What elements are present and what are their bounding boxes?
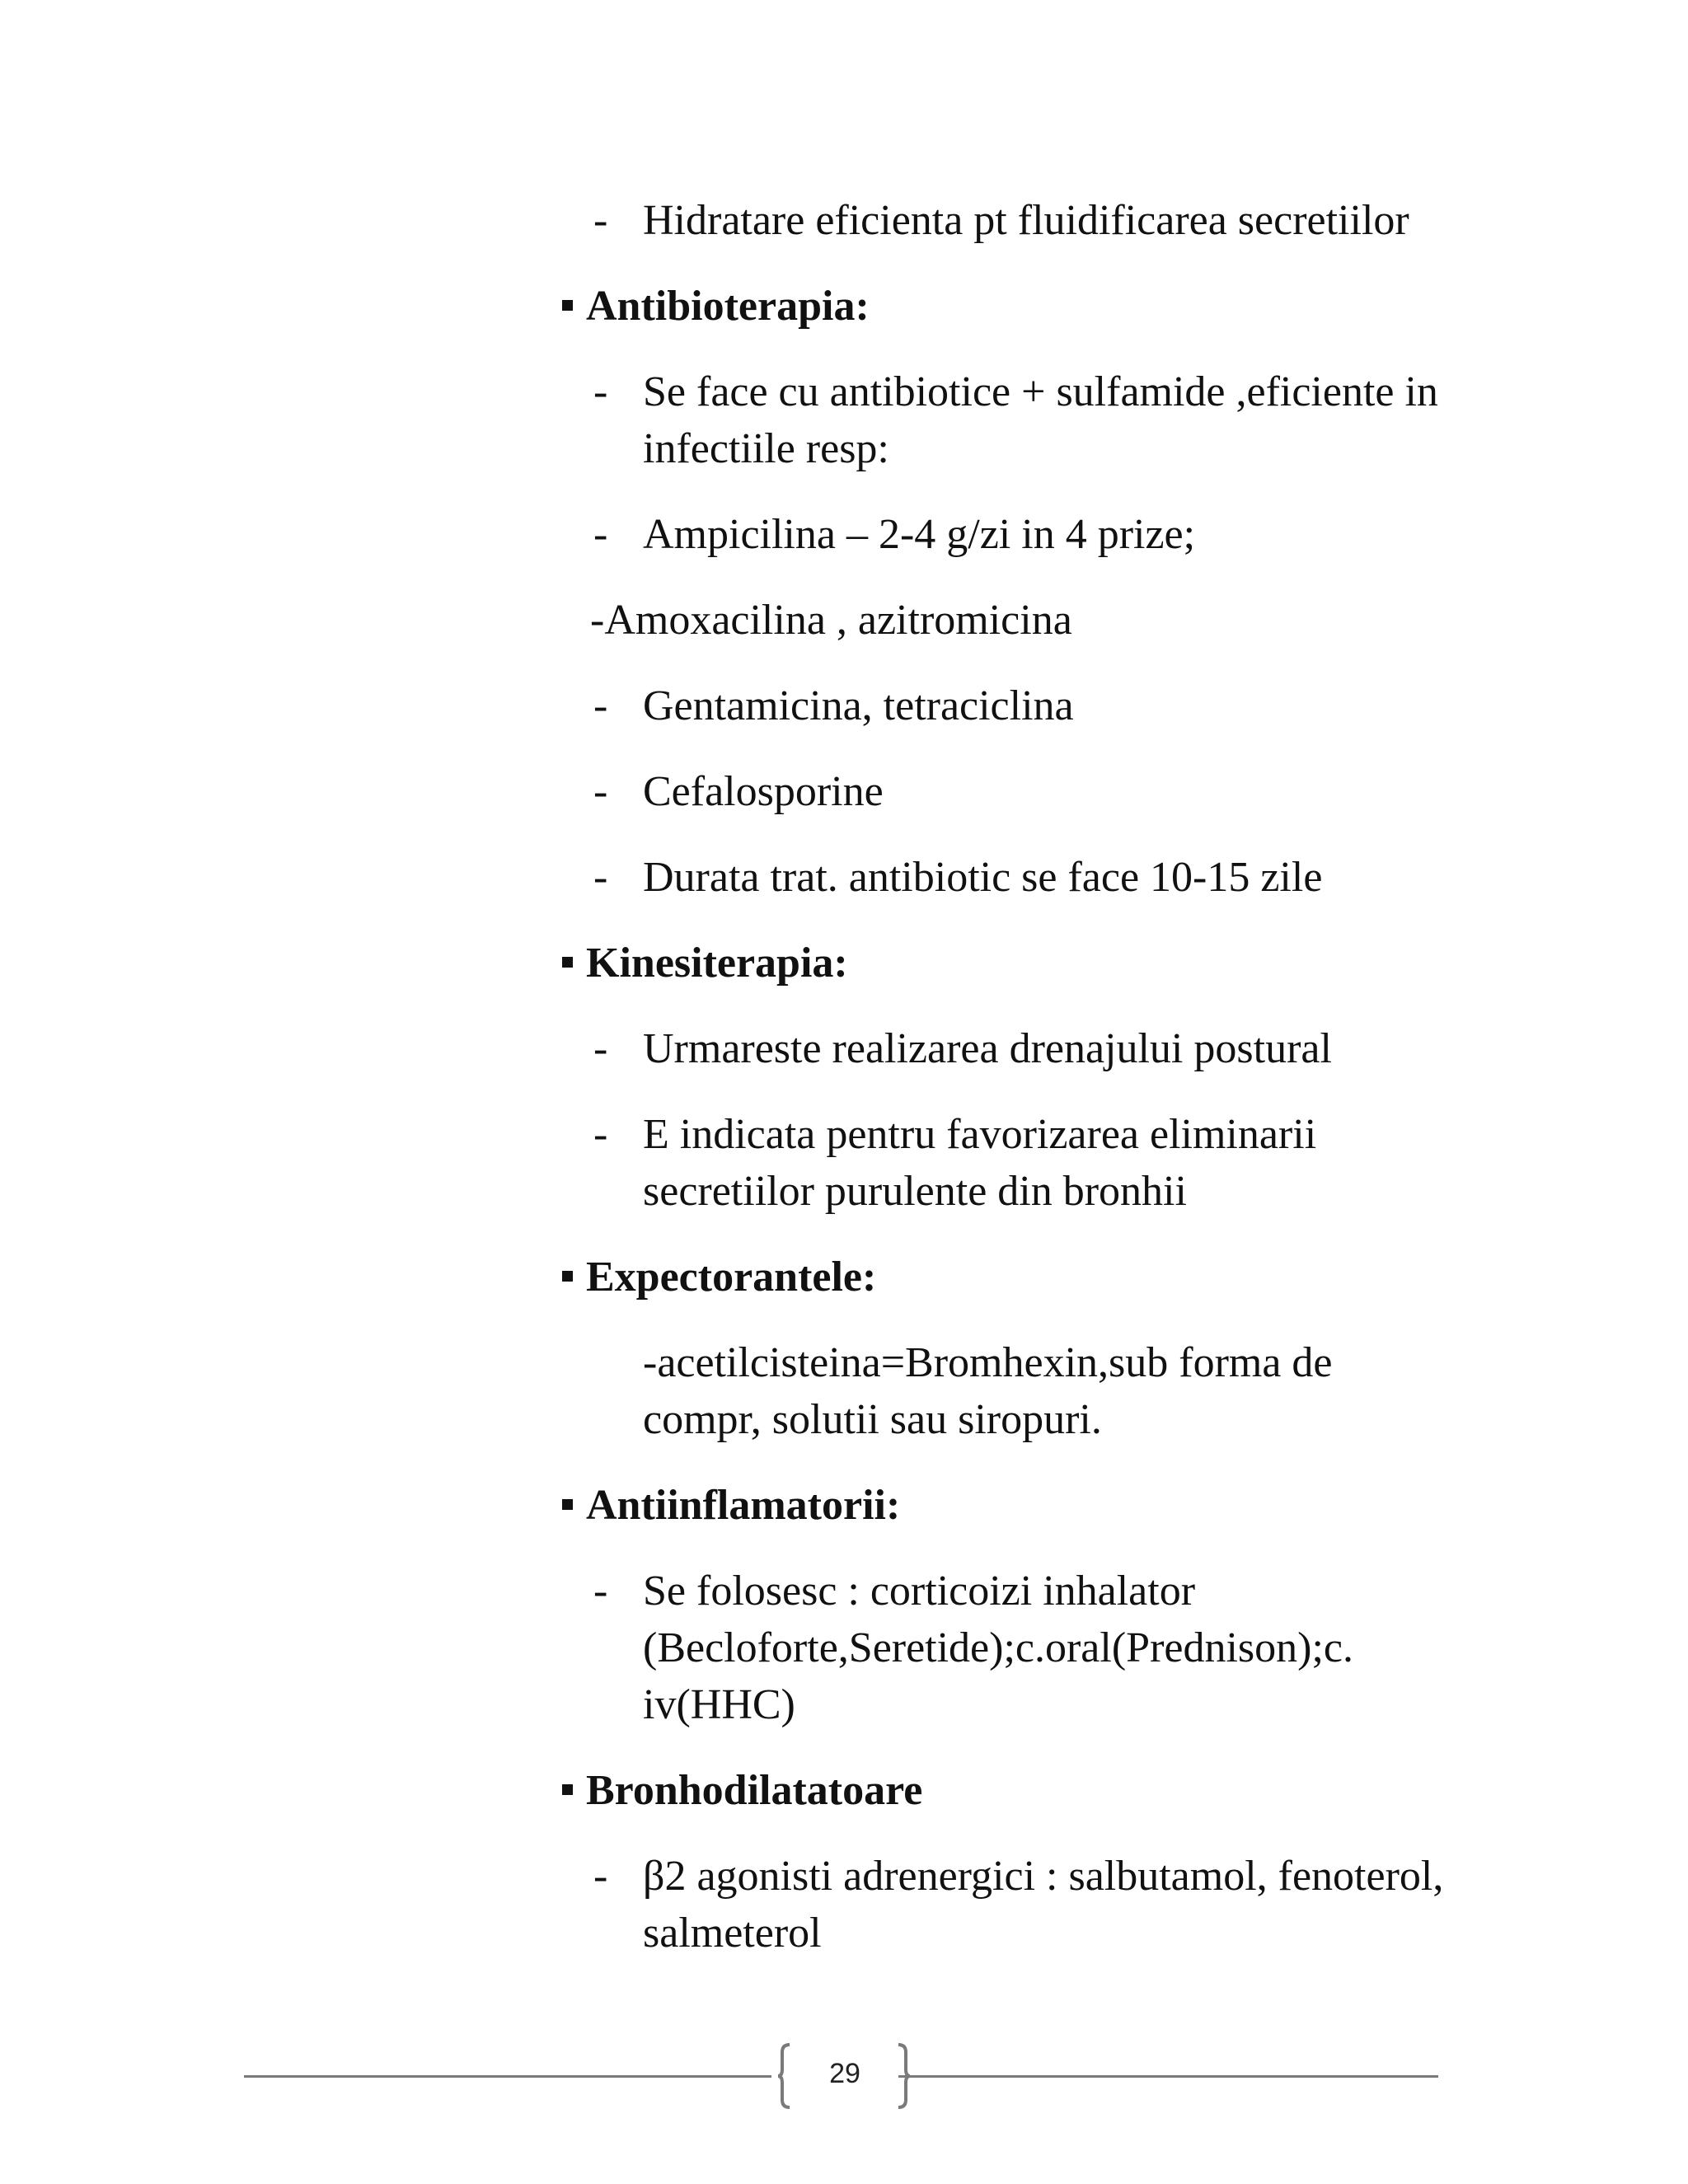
list-item: Se folosesc : corticoizi inhalator [643, 1568, 1196, 1615]
list-item-continuation: iv(HHC) [643, 1681, 795, 1728]
list-item: Gentamicina, tetraciclina [643, 682, 1074, 729]
list-dash: - [593, 1568, 608, 1615]
square-bullet-icon [562, 1271, 573, 1282]
square-bullet-icon [562, 1784, 573, 1795]
left-brace-icon [776, 2042, 793, 2110]
section-heading-antiinflamatorii: Antiinflamatorii: [562, 1477, 900, 1535]
list-dash: - [593, 197, 608, 244]
section-heading-bronhodilatatoare: Bronhodilatatoare [562, 1762, 922, 1820]
list-item: Durata trat. antibiotic se face 10-15 zile [643, 854, 1323, 901]
list-dash: - [593, 682, 608, 729]
right-brace-icon [895, 2042, 912, 2110]
list-dash: - [593, 1853, 608, 1900]
section-heading-antibioterapia: Antibioterapia: [562, 278, 870, 335]
list-item: E indicata pentru favorizarea eliminarii [643, 1111, 1317, 1158]
list-item: Urmareste realizarea drenajului postural [643, 1025, 1332, 1072]
square-bullet-icon [562, 1499, 573, 1510]
list-item: β2 agonisti adrenergici : salbutamol, fenoterol, [643, 1853, 1444, 1900]
list-item: Se face cu antibiotice + sulfamide ,eficiente in [643, 368, 1438, 415]
list-dash: - [593, 768, 608, 815]
page-number: 29 [829, 2058, 860, 2089]
list-dash: - [593, 1111, 608, 1158]
footer-rule-right [898, 2075, 1438, 2078]
section-heading-expectorantele: Expectorantele: [562, 1249, 876, 1306]
list-item: -acetilcisteina=Bromhexin,sub forma de [643, 1339, 1333, 1386]
list-item-continuation: infectiile resp: [643, 425, 889, 472]
list-item: -Amoxacilina , azitromicina [590, 597, 1072, 644]
footer-rule-left [244, 2075, 771, 2078]
list-dash: - [593, 1025, 608, 1072]
section-heading-kinesiterapia: Kinesiterapia: [562, 935, 848, 992]
list-item: Ampicilina – 2-4 g/zi in 4 prize; [643, 511, 1196, 558]
list-item-continuation: salmeterol [643, 1910, 822, 1957]
list-item: Hidratare eficienta pt fluidificarea secretiilor [643, 197, 1409, 244]
square-bullet-icon [562, 957, 573, 968]
list-item-continuation: secretiilor purulente din bronhii [643, 1168, 1187, 1215]
list-dash: - [593, 854, 608, 901]
list-item: Cefalosporine [643, 768, 884, 815]
list-dash: - [593, 368, 608, 415]
list-item-continuation: compr, solutii sau siropuri. [643, 1396, 1102, 1443]
square-bullet-icon [562, 300, 573, 311]
list-dash: - [593, 511, 608, 558]
list-item-continuation: (Becloforte,Seretide);c.oral(Prednison);c. [643, 1624, 1353, 1671]
